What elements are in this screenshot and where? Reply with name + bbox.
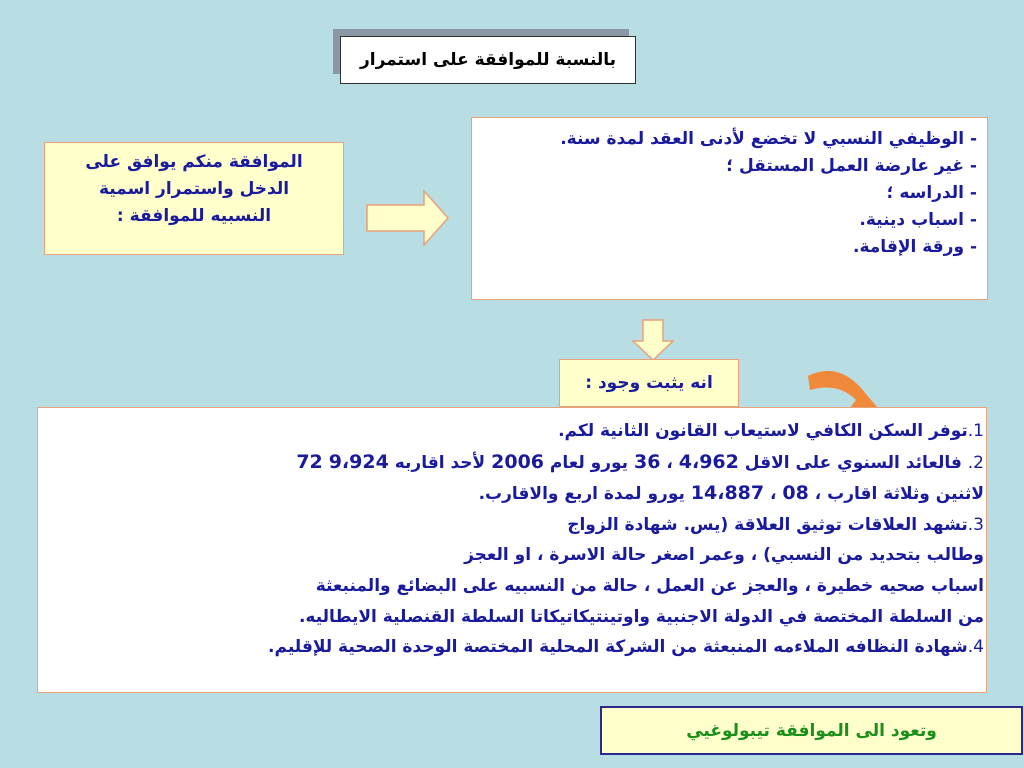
amount-value: 9،924 <box>328 450 389 473</box>
consent-line: الموافقة منكم يوافق على <box>85 152 303 172</box>
list-item: - ورقة الإقامة. <box>853 237 977 257</box>
item-number: 2. <box>967 452 984 473</box>
slide-title: بالنسبة للموافقة على استمرار <box>340 36 636 84</box>
requirement-line-5: وطالب بتحديد من النسبي) ، وعمر اصغر حالة الاسرة ، او العجز <box>464 545 984 566</box>
typology-label: وتعود الى الموافقة تيبولوغيي <box>600 706 1023 755</box>
requirement-text: تشهد العلاقات توثيق العلاقة (يس. شهادة الزواج <box>567 514 968 535</box>
requirement-line-1 <box>46 416 984 447</box>
item-number: 1. <box>967 421 984 441</box>
list-item: - غير عارضة العمل المستقل ؛ <box>726 156 977 176</box>
consent-line: النسبيه للموافقة : <box>116 206 272 226</box>
requirement-line-8 <box>46 632 984 663</box>
arrow-right-icon <box>366 189 450 247</box>
conditions-list-box <box>471 117 988 300</box>
list-item: - الوظيفي النسبي لا تخضع لأدنى العقد لمدة سنة. <box>560 129 977 149</box>
separator-text: ، <box>764 484 783 505</box>
requirement-text: لاثنين وثلاثة اقارب ، <box>808 484 984 505</box>
year-value: 2006 <box>491 450 545 473</box>
amount-value: 4،962 <box>678 450 739 473</box>
requirement-text: شهادة النظافه الملاءمه المنبعثة من الشركة المحلية المختصة الوحدة الصحية للإقليم. <box>268 637 968 658</box>
item-number: 3. <box>967 514 984 535</box>
requirements-box <box>37 407 987 693</box>
requirement-text: فالعائد السنوي على الاقل <box>738 452 968 473</box>
separator-text: ، <box>660 452 679 473</box>
requirement-text: توفر السكن الكافي لاستيعاب القانون الثانية لكم. <box>558 421 968 441</box>
list-item: - اسباب دينية. <box>859 210 977 230</box>
requirement-text: يورو لمدة اربع والاقارب. <box>478 484 691 505</box>
amount-value: 08 <box>782 482 809 505</box>
list-item: - الدراسه ؛ <box>886 183 977 203</box>
item-number: 4. <box>967 637 984 658</box>
amount-value: 14،887 <box>690 482 765 505</box>
proof-label: انه يثبت وجود : <box>559 359 739 407</box>
requirement-line-4 <box>46 510 984 541</box>
requirement-line-7: من السلطة المختصة في الدولة الاجنبية واوتينتيكاتيكاتا السلطة القنصلية الايطاليه. <box>298 606 984 627</box>
requirement-line-6: اسباب صحيه خطيرة ، والعجز عن العمل ، حالة من النسبيه على البضائع والمنبعثة <box>315 575 984 596</box>
curved-arrow-icon <box>800 360 880 410</box>
requirement-text: يورو لعام <box>544 452 634 473</box>
arrow-down-icon <box>632 319 674 361</box>
requirement-line-2 <box>46 447 984 479</box>
consent-statement-box <box>44 142 344 255</box>
requirement-text: لأحد اقاربه <box>388 452 492 473</box>
amount-value: 36 <box>634 450 661 473</box>
requirement-line-3 <box>46 478 984 510</box>
amount-value: 72 <box>296 450 323 473</box>
consent-line: الدخل واستمرار اسمية <box>98 179 290 199</box>
